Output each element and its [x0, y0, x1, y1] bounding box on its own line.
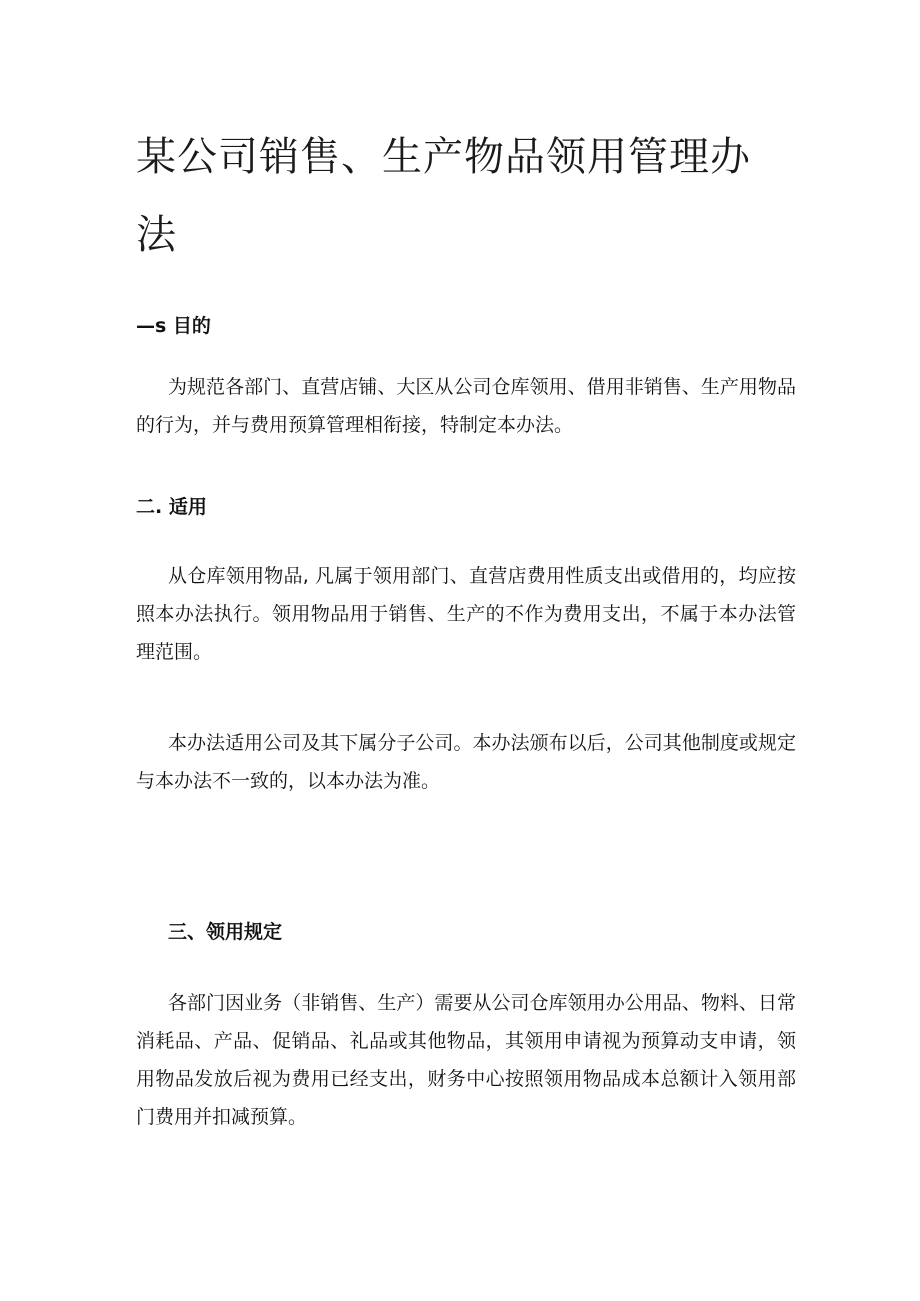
section-heading-scope: 二. 适用	[136, 496, 207, 518]
paragraph-scope-2: 本办法适用公司及其下属分子公司。本办法颁布以后，公司其他制度或规定与本办法不一致的，以本办法为准。	[136, 732, 796, 792]
document-title: 某公司销售、生产物品领用管理办法	[136, 134, 751, 258]
paragraph-scope-1: 从仓库领用物品, 凡属于领用部门、直营店费用性质支出或借用的，均应按照本办法执行。领用物品用于销售、生产的不作为费用支出，不属于本办法管理范围。	[136, 565, 796, 663]
paragraph-purpose: 为规范各部门、直营店铺、大区从公司仓库领用、借用非销售、生产用物品的行为，并与费用预算管理相衔接，特制定本办法。	[136, 376, 796, 436]
paragraph-rules: 各部门因业务（非销售、生产）需要从公司仓库领用办公用品、物料、日常消耗品、产品、促销品、礼品或其他物品，其领用申请视为预算动支申请，领用物品发放后视为费用已经支出，财务中心按照领用物品成本总额计入领用部门费用并扣减预算。	[136, 992, 796, 1128]
section-heading-rules: 三、领用规定	[168, 921, 283, 943]
section-heading-purpose: —s 目的	[136, 315, 211, 337]
